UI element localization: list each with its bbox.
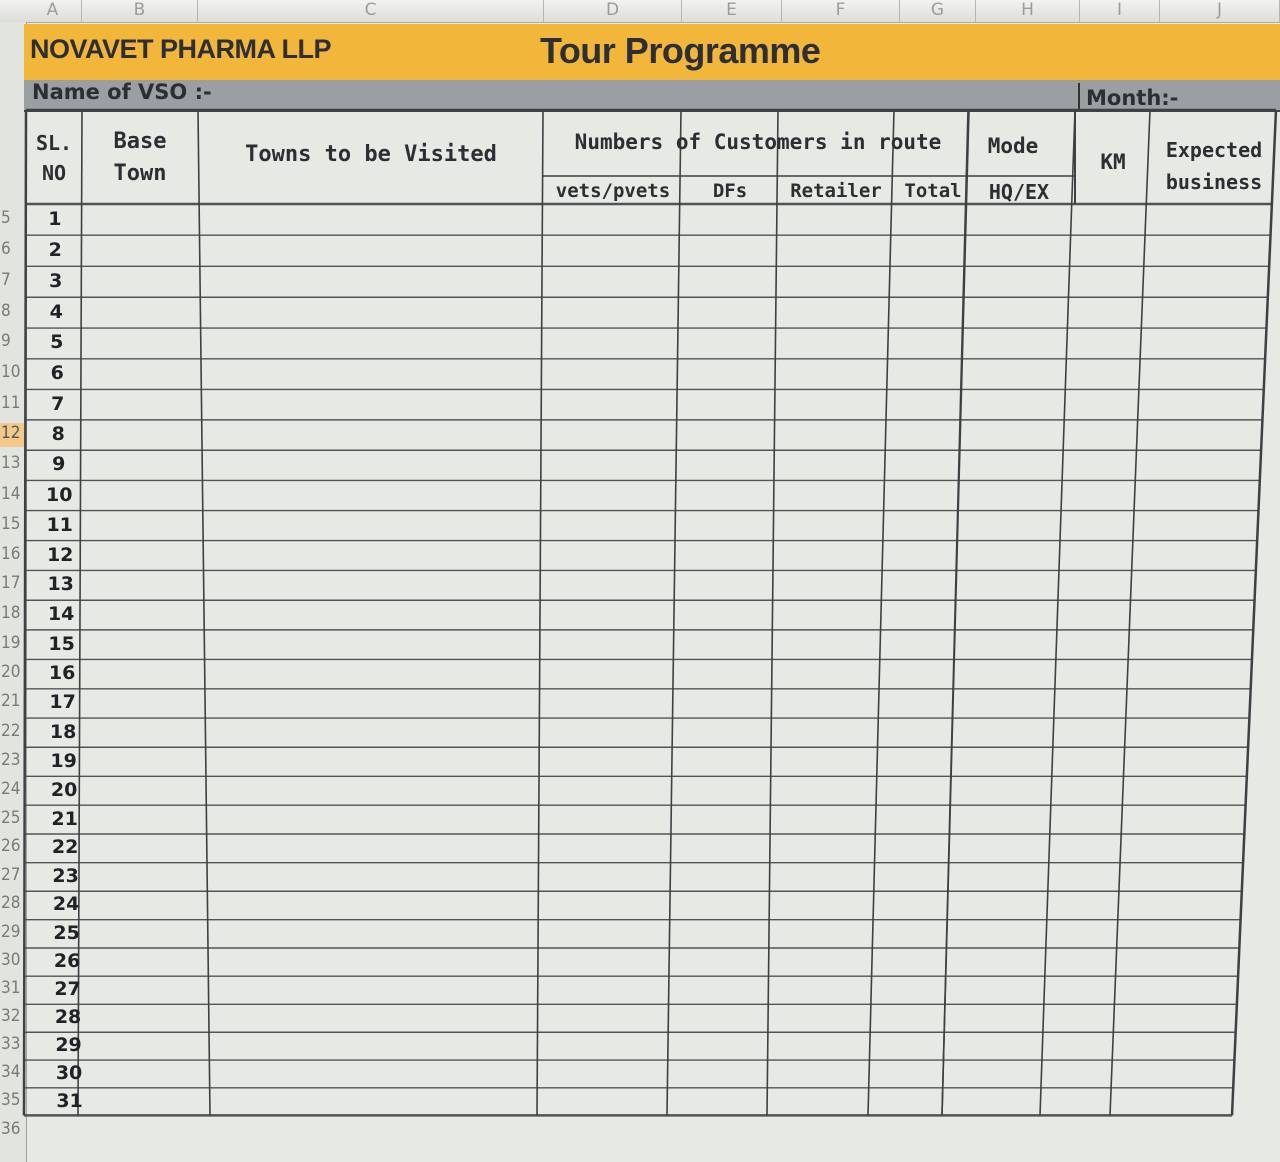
header-base-town-line2: Town (113, 161, 167, 186)
header-base-town[interactable] (84, 126, 196, 190)
column-line (1110, 110, 1150, 1115)
serial-number: 20 (50, 778, 78, 801)
header-sl-no-line1: SL. (35, 131, 73, 155)
column-line (667, 110, 681, 1115)
row-header-number[interactable]: 15 (1, 513, 21, 534)
row-header-number[interactable]: 31 (1, 978, 21, 999)
row-header-number[interactable]: 19 (1, 632, 21, 653)
row-header-number[interactable]: 10 (1, 362, 21, 383)
row-header-number[interactable]: 18 (1, 603, 21, 624)
column-header-h[interactable]: H (976, 0, 1080, 22)
serial-number: 27 (54, 978, 81, 1001)
vso-name-label[interactable]: Name of VSO :- (32, 80, 212, 104)
header-base-town-line1: Base (113, 129, 167, 154)
row-header-number[interactable]: 23 (1, 749, 21, 770)
serial-number: 17 (49, 691, 76, 714)
row-header-number[interactable]: 20 (1, 662, 21, 683)
header-expected-business[interactable] (1152, 134, 1276, 198)
header-vets-pvets[interactable]: vets/pvets (555, 180, 671, 202)
column-header-b[interactable]: B (82, 0, 198, 22)
serial-number: 24 (52, 893, 80, 916)
row-header-number[interactable]: 9 (1, 331, 11, 352)
serial-number: 4 (49, 300, 63, 323)
header-expected-line1: Expected (1165, 138, 1263, 162)
month-label: Month:- (1086, 86, 1179, 110)
column-line (1040, 110, 1075, 1115)
row-header-number[interactable]: 35 (1, 1089, 21, 1110)
row-header-number[interactable]: 22 (1, 720, 21, 741)
row-header-number[interactable]: 33 (1, 1034, 21, 1055)
row-header-number[interactable]: 36 (1, 1119, 21, 1140)
document-title[interactable]: Tour Programme (540, 30, 821, 71)
row-header-number[interactable]: 24 (1, 778, 21, 799)
serial-number: 5 (50, 331, 64, 354)
row-header-number[interactable]: 5 (1, 207, 11, 228)
header-mode-hq-ex[interactable]: HQ/EX (988, 180, 1050, 204)
serial-number: 14 (47, 603, 75, 626)
header-customers-in-route[interactable]: Numbers of Customers in route (574, 130, 942, 154)
column-header-j[interactable]: J (1160, 0, 1280, 22)
row-header-number[interactable]: 29 (1, 921, 21, 942)
serial-number: 31 (56, 1089, 83, 1112)
column-line (868, 110, 894, 1115)
serial-number: 16 (48, 662, 76, 685)
row-header-number[interactable]: 21 (1, 691, 21, 712)
serial-number: 25 (53, 921, 80, 944)
serial-number: 12 (46, 543, 74, 566)
column-header-i[interactable]: I (1080, 0, 1160, 22)
row-header-number[interactable]: 34 (1, 1061, 21, 1082)
header-sl-no[interactable] (28, 128, 80, 188)
column-line (1232, 110, 1276, 1115)
serial-number: 15 (48, 632, 75, 655)
row-header-number[interactable]: 12 (0, 423, 26, 447)
column-header-e[interactable]: E (682, 0, 782, 22)
serial-number: 22 (51, 836, 79, 859)
serial-number: 10 (45, 483, 73, 506)
header-mode[interactable]: Mode (987, 134, 1039, 158)
row-header-number[interactable]: 8 (1, 300, 11, 321)
row-header-number[interactable]: 28 (1, 893, 21, 914)
column-header-g[interactable]: G (900, 0, 976, 22)
column-header-f[interactable]: F (782, 0, 900, 22)
column-line (537, 110, 543, 1115)
row-header-number[interactable]: 13 (1, 453, 21, 474)
header-sl-no-line2: NO (41, 161, 67, 185)
serial-number: 23 (52, 864, 79, 887)
column-line (24, 110, 26, 1115)
column-header-c[interactable]: C (198, 0, 544, 22)
serial-number: 18 (49, 720, 77, 743)
row-header-number[interactable]: 27 (1, 864, 21, 885)
column-line (767, 110, 778, 1115)
header-retailer[interactable]: Retailer (790, 180, 882, 202)
column-line (198, 110, 210, 1115)
header-total[interactable]: Total (904, 180, 962, 202)
row-header-number[interactable]: 30 (1, 950, 21, 971)
header-km[interactable]: KM (1100, 150, 1126, 174)
row-header-number[interactable]: 14 (1, 483, 21, 504)
row-header-number[interactable]: 6 (1, 238, 11, 259)
serial-number: 30 (55, 1061, 83, 1084)
serial-number: 1 (48, 207, 62, 230)
serial-number: 21 (51, 807, 78, 830)
serial-number: 28 (54, 1006, 82, 1029)
row-header-number[interactable]: 17 (1, 573, 21, 594)
serial-number: 6 (50, 362, 64, 385)
serial-number: 3 (49, 269, 63, 292)
row-header-number[interactable]: 32 (1, 1006, 21, 1027)
serial-number: 13 (47, 573, 74, 596)
serial-number: 2 (48, 238, 62, 261)
row-header-number[interactable]: 25 (1, 807, 21, 828)
serial-number: 8 (51, 423, 65, 446)
row-header-number[interactable]: 11 (1, 392, 21, 413)
company-name[interactable]: NOVAVET PHARMA LLP (30, 34, 331, 64)
row-header-number[interactable]: 16 (1, 543, 21, 564)
row-header-number[interactable]: 7 (1, 269, 11, 290)
header-towns-to-be-visited[interactable]: Towns to be Visited (245, 142, 497, 167)
serial-number: 9 (52, 453, 66, 476)
serial-number: 29 (55, 1034, 82, 1057)
serial-number: 7 (51, 392, 65, 415)
column-header-a[interactable]: A (24, 0, 82, 22)
row-header-number[interactable]: 26 (1, 836, 21, 857)
serial-number: 19 (50, 749, 77, 772)
column-line (942, 110, 968, 1115)
serial-number: 26 (53, 950, 81, 973)
column-header-d[interactable]: D (544, 0, 682, 22)
header-dfs[interactable]: DFs (712, 180, 748, 202)
serial-number: 11 (46, 513, 73, 536)
header-expected-line2: business (1165, 170, 1263, 194)
